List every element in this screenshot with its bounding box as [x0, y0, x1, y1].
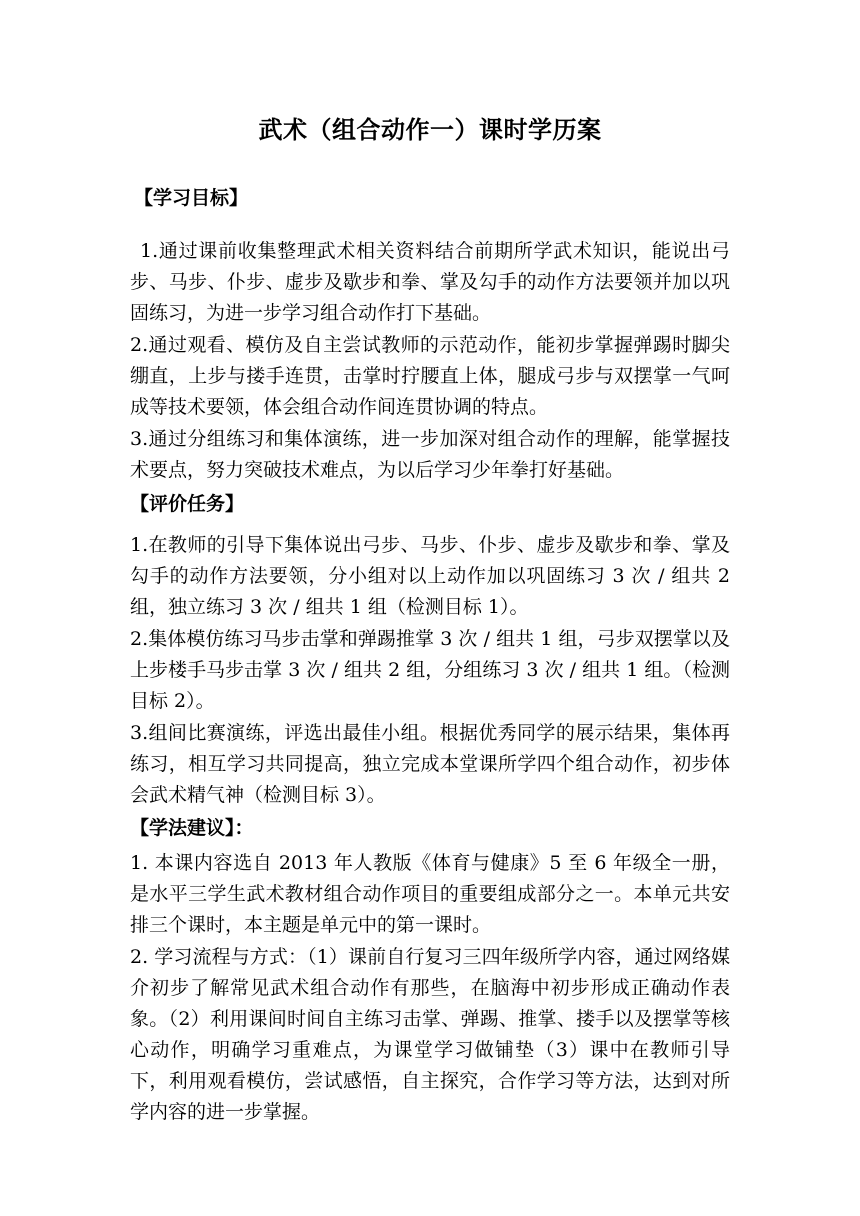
evaluation-task-2: 2.集体模仿练习马步击掌和弹踢推掌 3 次 / 组共 1 组，弓步双摆掌以及上步楼手马步击掌 3 次 / 组共 2 组，分组练习 3 次 / 组共 1 组。（检测目标 2）。 — [130, 628, 730, 712]
evaluation-task-3: 3.组间比赛演练，评选出最佳小组。根据优秀同学的展示结果，集体再练习，相互学习共同提高，独立完成本堂课所学四个组合动作，初步体会武术精气神（检测目标 3）。 — [130, 722, 730, 806]
document-title: 武术（组合动作一）课时学历案 — [258, 116, 602, 144]
learning-goal-1: 1.通过课前收集整理武术相关资料结合前期所学武术知识，能说出弓步、马步、仆步、虚步及歇步和拳、掌及勾手的动作方法要领并加以巩固练习，为进一步学习组合动作打下基础。 — [130, 240, 730, 324]
learning-goal-2: 2.通过观看、模仿及自主尝试教师的示范动作，能初步掌握弹踢时脚尖绷直，上步与搂手连贯，击掌时拧腰直上体，腿成弓步与双摆掌一气呵成等技术要领，体会组合动作间连贯协调的特点。 — [130, 334, 730, 418]
section-heading-study-suggestions: 【学法建议】： — [130, 817, 254, 839]
study-suggestion-2: 2. 学习流程与方式：（1）课前自行复习三四年级所学内容，通过网络媒介初步了解常见武术组合动作有那些，在脑海中初步形成正确动作表象。（2）利用课间时间自主练习击掌、弹踢、推掌、搂手以及摆掌等核心动作，明确学习重难点，为课堂学习做铺垫（3）课中在教师引导下，利用观看模仿，尝试感悟，自主探究，合作学习等方法，达到对所学内容的进一步掌握。 — [130, 946, 730, 1123]
evaluation-task-1: 1.在教师的引导下集体说出弓步、马步、仆步、虚步及歇步和拳、掌及勾手的动作方法要领，分小组对以上动作加以巩固练习 3 次 / 组共 2 组，独立练习 3 次 / 组共 1 组（检测目标 1）。 — [130, 534, 730, 618]
learning-goal-3: 3.通过分组练习和集体演练，进一步加深对组合动作的理解，能掌握技术要点，努力突破技术难点，为以后学习少年拳打好基础。 — [130, 428, 730, 481]
section-heading-evaluation-tasks: 【评价任务】 — [130, 493, 245, 515]
section-heading-learning-goals: 【学习目标】 — [134, 187, 249, 209]
study-suggestion-1: 1. 本课内容选自 2013 年人教版《体育与健康》5 至 6 年级全一册，是水平三学生武术教材组合动作项目的重要组成部分之一。本单元共安排三个课时，本主题是单元中的第一课时。 — [130, 852, 730, 936]
